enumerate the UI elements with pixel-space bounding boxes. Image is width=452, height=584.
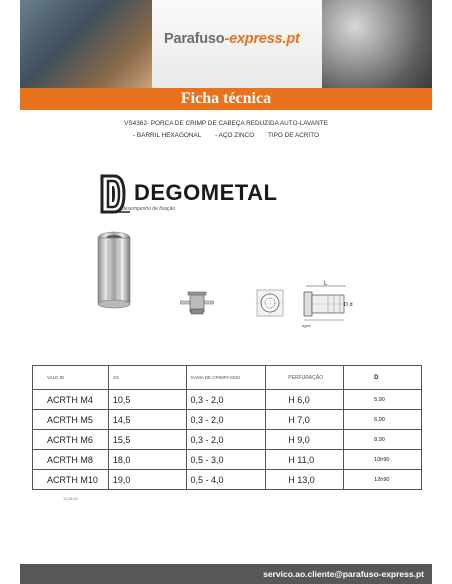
cell-d: 6,90 <box>344 410 422 430</box>
cell-drilling: H 11,0 <box>266 450 344 470</box>
cell-grip-range: 0,5 - 3,0 <box>186 450 266 470</box>
dimension-drawing <box>300 280 360 330</box>
banner-workshop-photo <box>20 0 152 88</box>
table-header-row <box>33 366 422 390</box>
header-grip-range: GAMA DE CRIMPAGEM <box>186 366 266 390</box>
cell-drilling: H 7,0 <box>266 410 344 430</box>
cell-grip-range: 0,3 - 2,0 <box>186 410 266 430</box>
page-title: Ficha técnica <box>180 90 272 107</box>
dim-label-l: L <box>324 281 328 287</box>
manufacturer-name: DEGOMETAL <box>134 180 278 205</box>
manufacturer-tagline: desempenho de fixação <box>122 206 176 212</box>
feature-item: - BARRIL HEXAGONAL <box>133 132 202 139</box>
spec-table <box>32 365 422 490</box>
cell-ss: 19,0 <box>108 470 186 490</box>
header-ss: SS <box>108 366 186 390</box>
cell-d: 5,90 <box>344 390 422 410</box>
cell-ref: ACRTH M8 <box>33 450 109 470</box>
cell-drilling: H 6,0 <box>266 390 344 410</box>
brand-main: Parafuso <box>164 31 225 47</box>
cell-ss: 15,5 <box>108 430 186 450</box>
dim-label-bottom: ages <box>302 323 311 328</box>
cell-d: 12h90 <box>344 470 422 490</box>
cell-grip-range: 0,5 - 4,0 <box>186 470 266 490</box>
banner-screws-photo <box>322 0 432 88</box>
front-view-drawing <box>253 286 287 320</box>
table-row <box>33 450 422 470</box>
footer-email: servico.ao.cliente@parafuso-express.pt <box>263 569 424 579</box>
product-features <box>0 132 452 139</box>
table-row <box>33 470 422 490</box>
cell-d: 8,90 <box>344 430 422 450</box>
manufacturer-logo <box>100 172 332 220</box>
cell-ss: 10,5 <box>108 390 186 410</box>
table-row <box>33 390 422 410</box>
feature-item: - AÇO ZINCO <box>215 132 255 139</box>
side-view-drawing <box>180 290 214 316</box>
rivet-nut-photo <box>88 230 140 310</box>
cell-drilling: H 9,0 <box>266 430 344 450</box>
product-description: VS4362- PORCA DE CRIMP DE CABEÇA REDUZIDA AUTO-LAVANTE <box>124 120 328 127</box>
brand-logo <box>164 31 300 47</box>
title-bar <box>20 88 432 110</box>
cell-ref: ACRTH M5 <box>33 410 109 430</box>
cell-ref: ACRTH M10 <box>33 470 109 490</box>
footer-bar <box>20 564 432 584</box>
dim-label-d: D d <box>344 302 353 308</box>
header-d: D <box>344 366 422 390</box>
cell-ref: ACRTH M4 <box>33 390 109 410</box>
cell-d: 10h90 <box>344 450 422 470</box>
cell-grip-range: 0,3 - 2,0 <box>186 430 266 450</box>
cell-ss: 14,5 <box>108 410 186 430</box>
table-row <box>33 430 422 450</box>
brand-accent: -express.pt <box>224 31 300 47</box>
cell-drilling: H 13,0 <box>266 470 344 490</box>
feature-item: TIPO DE ACRITO <box>267 132 319 139</box>
document-code: 12.06.20 <box>63 497 78 501</box>
cell-ss: 18,0 <box>108 450 186 470</box>
table-row <box>33 410 422 430</box>
header-drilling: PERFURAÇÃO <box>266 366 344 390</box>
cell-ref: ACRTH M6 <box>33 430 109 450</box>
header-ref: VALD ID <box>33 366 109 390</box>
header-banner <box>20 0 432 88</box>
cell-grip-range: 0,3 - 2,0 <box>186 390 266 410</box>
